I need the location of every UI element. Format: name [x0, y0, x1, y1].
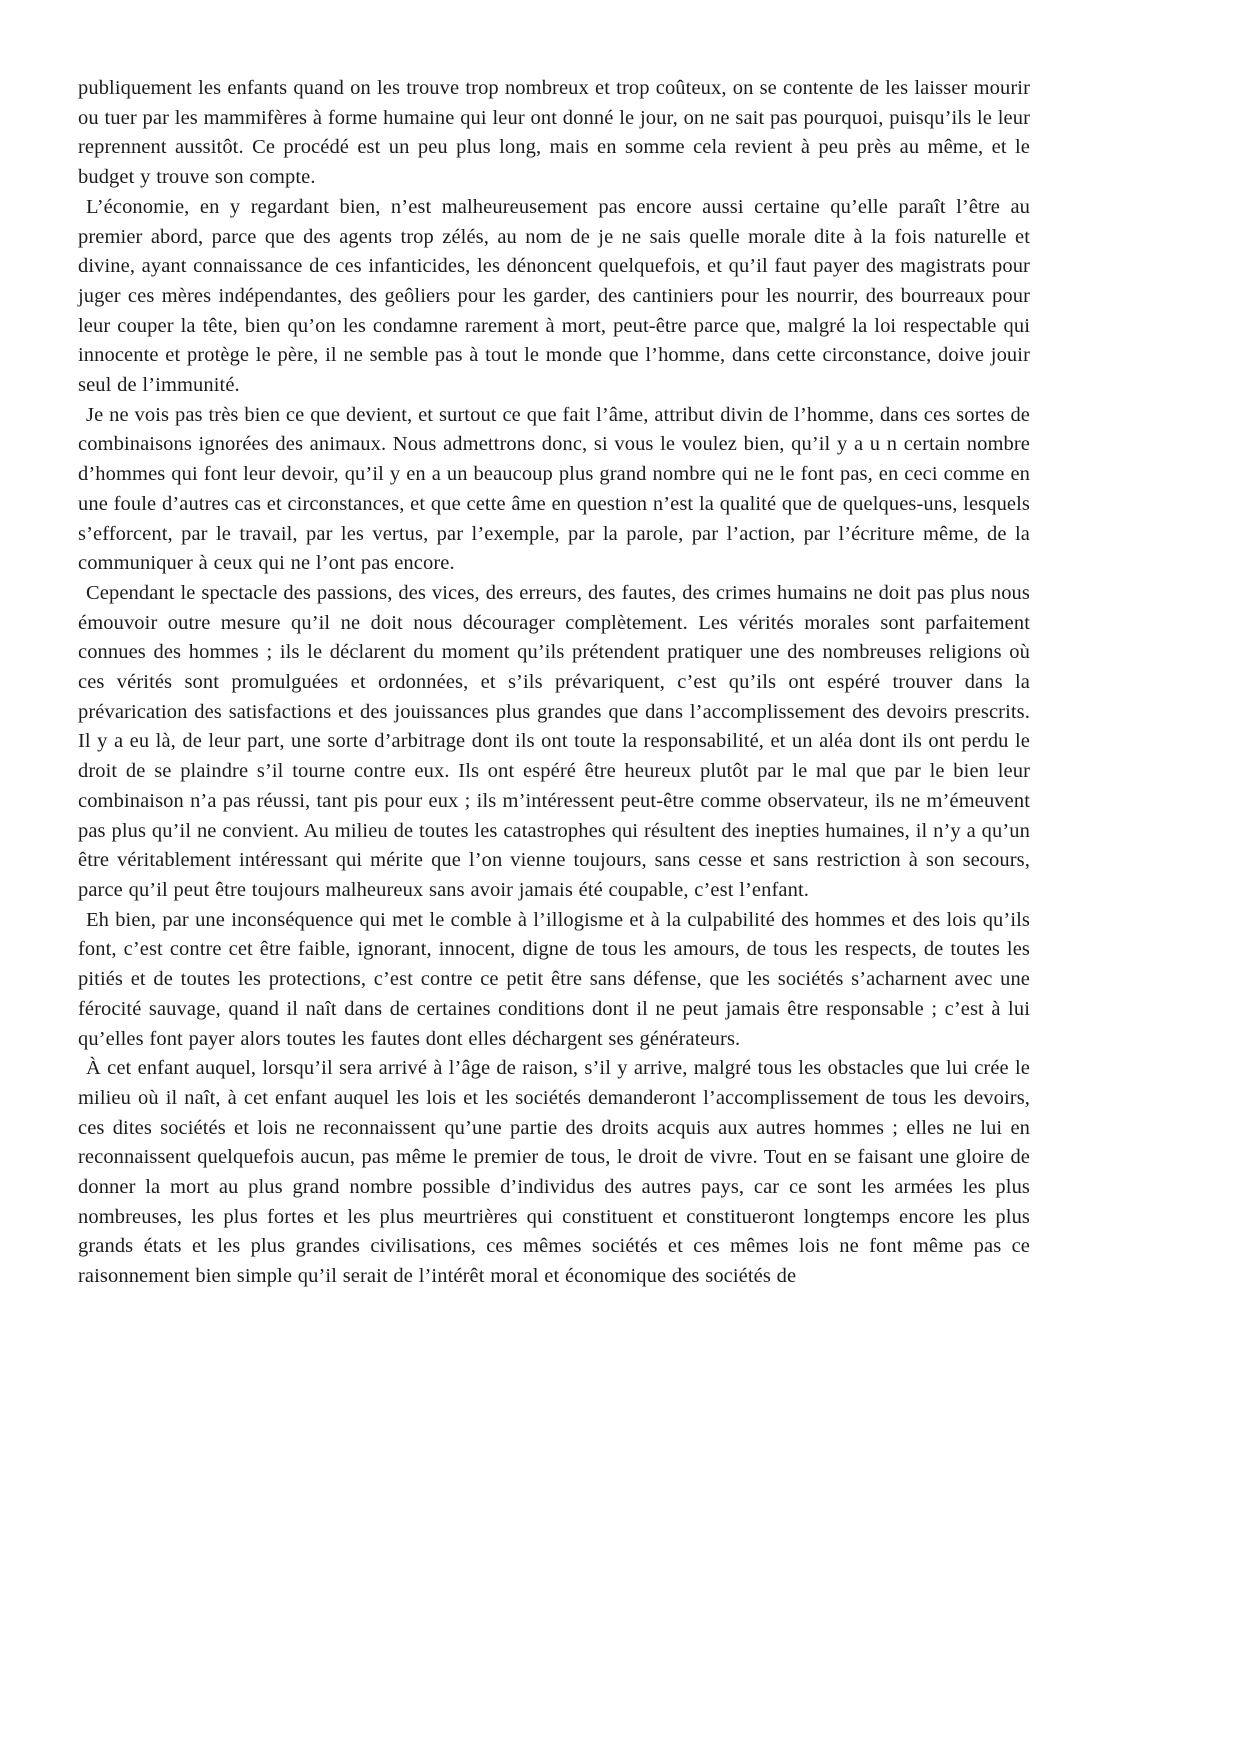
paragraph: Je ne vois pas très bien ce que devient, et surtout ce que fait l’âme, attribut divin de l’homme, dans ces sortes de combinaisons ignorées des animaux. Nous admettrons donc, si vous le voulez bien, qu’il y a u n certain nombre d’hommes qui font leur devoir, qu’il y en a un beaucoup plus grand nombre qui ne le font pas, en ceci comme en une foule d’autres cas et circonstances, et que cette âme en question n’est la qualité que de quelques-uns, lesquels s’efforcent, par le travail, par les vertus, par l’exemple, par la parole, par l’action, par l’écriture même, de la communiquer à ceux qui ne l’ont pas encore.: [78, 403, 1030, 575]
paragraph: publiquement les enfants quand on les trouve trop nombreux et trop coûteux, on se contente de les laisser mourir ou tuer par les mammifères à forme humaine qui leur ont donné le jour, on ne sait pas pourquoi, puisqu’ils le leur reprennent aussitôt. Ce procédé est un peu plus long, mais en somme cela revient à peu près au même, et le budget y trouve son compte.: [78, 77, 1030, 189]
paragraph: Cependant le spectacle des passions, des vices, des erreurs, des fautes, des crimes humains ne doit pas plus nous émouvoir outre mesure qu’il ne doit nous décourager complètement. Les vérités morales sont parfaitement connues des hommes ; ils le déclarent du moment qu’ils prétendent pratiquer une des nombreuses religions où ces vérités sont promulguées et ordonnées, et s’ils prévariquent, c’est qu’ils ont espéré trouver dans la prévarication des satisfactions et des jouissances plus grandes que dans l’accomplissement des devoirs prescrits. Il y a eu là, de leur part, une sorte d’arbitrage dont ils ont toute la responsabilité, et un aléa dont ils ont perdu le droit de se plaindre s’il tourne contre eux. Ils ont espéré être heureux plutôt par le mal que par le bien leur combinaison n’a pas réussi, tant pis pour eux ; ils m’intéressent peut-être comme observateur, ils ne m’émeuvent pas plus qu’il ne convient. Au milieu de toutes les catastrophes qui résultent des inepties humaines, il n’y a qu’un être véritablement intéressant qui mérite que l’on vienne toujours, sans cesse et sans restriction à son secours, parce qu’il peut être toujours malheureux sans avoir jamais été coupable, c’est l’enfant.: [78, 581, 1030, 901]
paragraph: L’économie, en y regardant bien, n’est malheureusement pas encore aussi certaine qu’elle paraît l’être au premier abord, parce que des agents trop zélés, au nom de je ne sais quelle morale dite à la fois naturelle et divine, ayant connaissance de ces infanticides, les dénoncent quelquefois, et qu’il faut payer des magistrats pour juger ces mères indépendantes, des geôliers pour les garder, des cantiniers pour les nourrir, des bourreaux pour leur couper la tête, bien qu’on les condamne rarement à mort, peut-être parce que, malgré la loi respectable qui innocente et protège le père, il ne semble pas à tout le monde que l’homme, dans cette circonstance, doive jouir seul de l’immunité.: [78, 195, 1030, 397]
paragraph: Eh bien, par une inconséquence qui met le comble à l’illogisme et à la culpabilité des hommes et des lois qu’ils font, c’est contre cet être faible, ignorant, innocent, digne de tous les amours, de tous les respects, de toutes les pitiés et de toutes les protections, c’est contre ce petit être sans défense, que les sociétés s’acharnent avec une férocité sauvage, quand il naît dans de certaines conditions dont il ne peut jamais être responsable ; c’est à lui qu’elles font payer alors toutes les fautes dont elles déchargent ses générateurs.: [78, 908, 1030, 1050]
paragraph: À cet enfant auquel, lorsqu’il sera arrivé à l’âge de raison, s’il y arrive, malgré tous les obstacles que lui crée le milieu où il naît, à cet enfant auquel les lois et les sociétés demanderont l’accomplissement de tous les devoirs, ces dites sociétés et lois ne reconnaissent qu’une partie des droits acquis aux autres hommes ; elles ne lui en reconnaissent quelquefois aucun, pas même le premier de tous, le droit de vivre. Tout en se faisant une gloire de donner la mort au plus grand nombre possible d’individus des autres pays, car ce sont les armées les plus nombreuses, les plus fortes et les plus meurtrières qui constituent et constitueront longtemps encore les plus grands états et les plus grandes civilisations, ces mêmes sociétés et ces mêmes lois ne font même pas ce raisonnement bien simple qu’il serait de l’intérêt moral et économique des sociétés de: [78, 1057, 1030, 1288]
